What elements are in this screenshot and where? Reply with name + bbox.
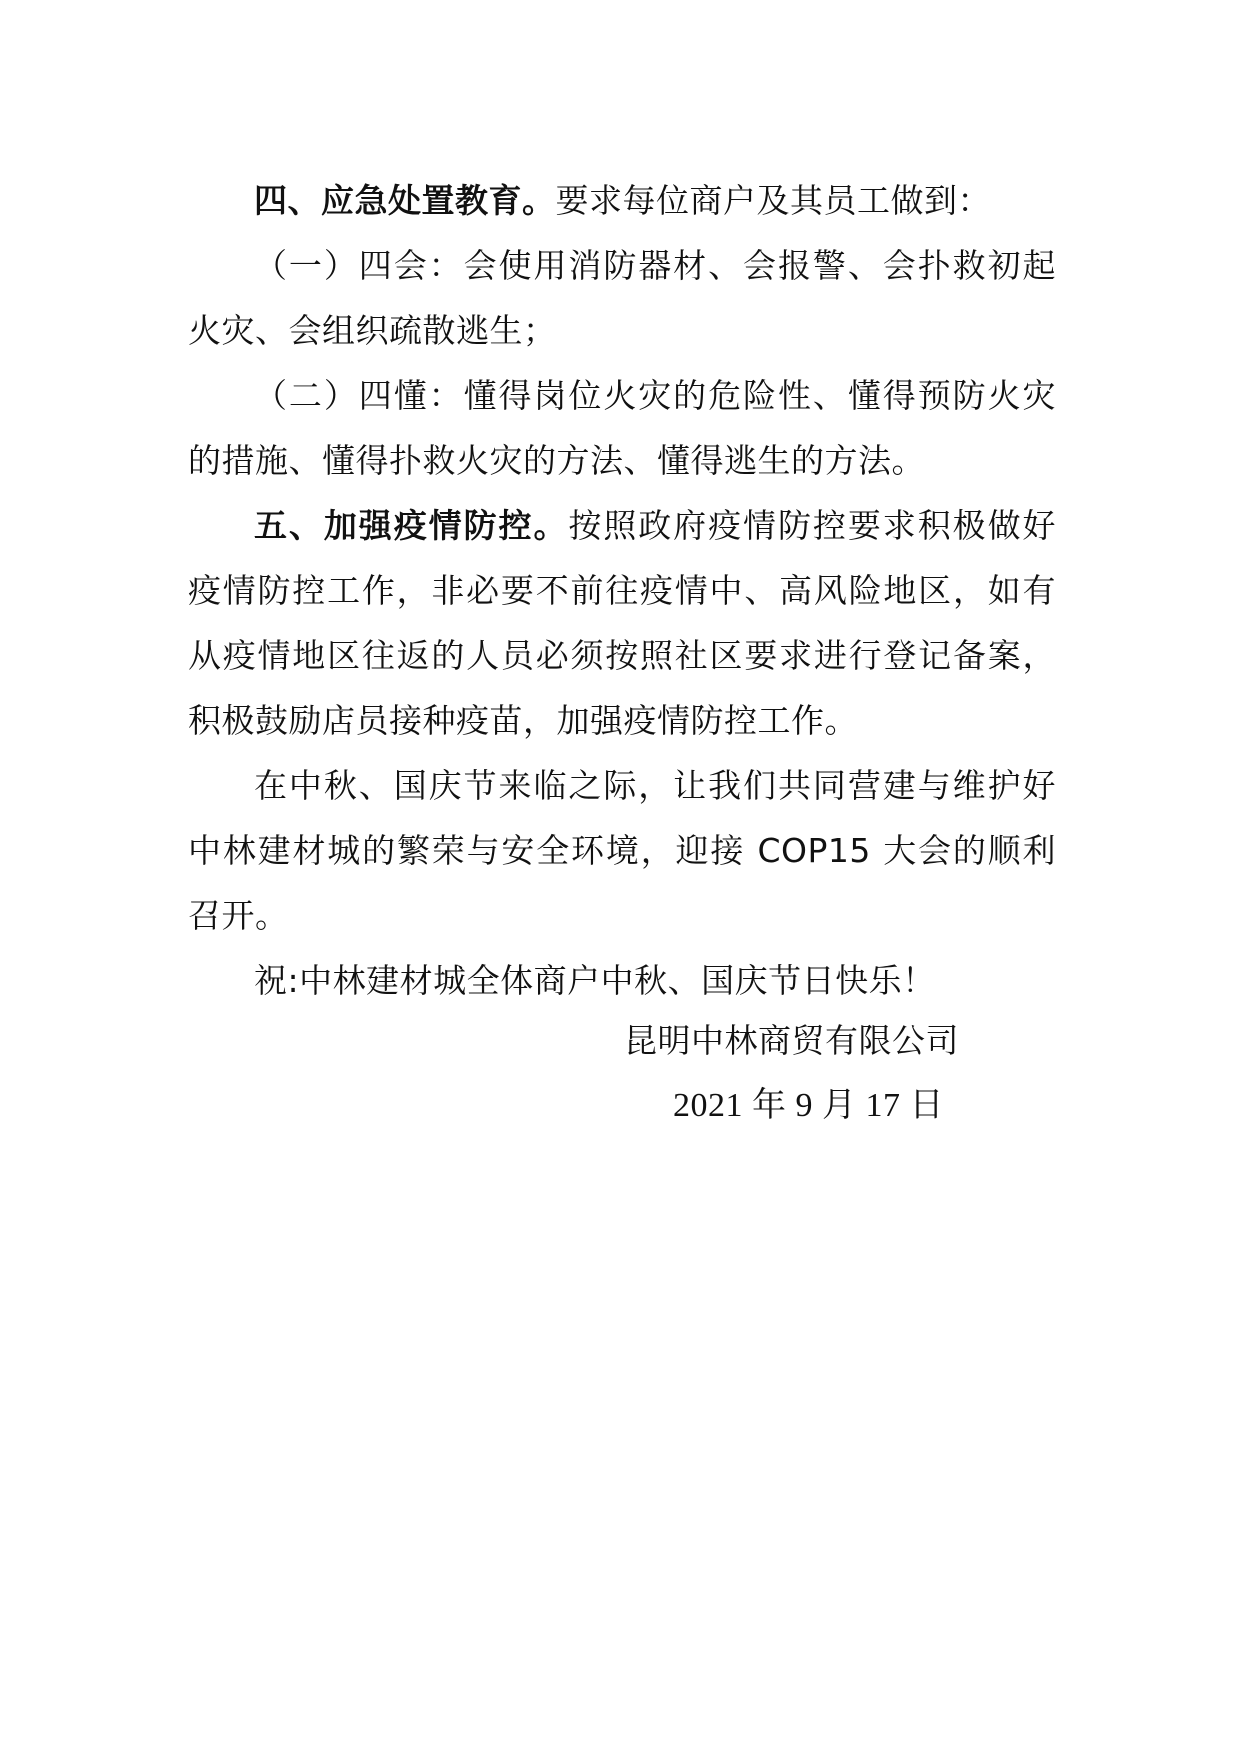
section-four-intro: 要求每位商户及其员工做到： bbox=[555, 181, 991, 220]
four-can-paragraph: （一）四会：会使用消防器材、会报警、会扑救初起火灾、会组织疏散逃生； bbox=[188, 246, 1056, 350]
greeting-line: 祝:中林建材城全体商户中秋、国庆节日快乐！ bbox=[254, 961, 936, 1000]
signature-date: 2021 年 9 月 17 日 bbox=[673, 1087, 944, 1124]
section-five-heading: 五、加强疫情防控。 bbox=[254, 506, 569, 545]
section-four-heading: 四、应急处置教育。 bbox=[254, 181, 556, 220]
festival-paragraph: 在中秋、国庆节来临之际，让我们共同营建与维护好中林建材城的繁荣与安全环境，迎接 COP15 大会的顺利召开。 bbox=[188, 766, 1056, 935]
four-understand-paragraph: （二）四懂：懂得岗位火灾的危险性、懂得预防火灾的措施、懂得扑救火灾的方法、懂得逃生的方法。 bbox=[188, 376, 1056, 480]
signature-company: 昆明中林商贸有限公司 bbox=[624, 1021, 959, 1060]
section-five-paragraph bbox=[188, 493, 1056, 753]
section-four-paragraph bbox=[188, 168, 1056, 233]
document-page bbox=[188, 168, 1057, 1124]
section-five-body: 按照政府疫情防控要求积极做好疫情防控工作，非必要不前往疫情中、高风险地区，如有从疫情地区往返的人员必须按照社区要求进行登记备案，积极鼓励店员接种疫苗，加强疫情防控工作。 bbox=[188, 506, 1057, 740]
